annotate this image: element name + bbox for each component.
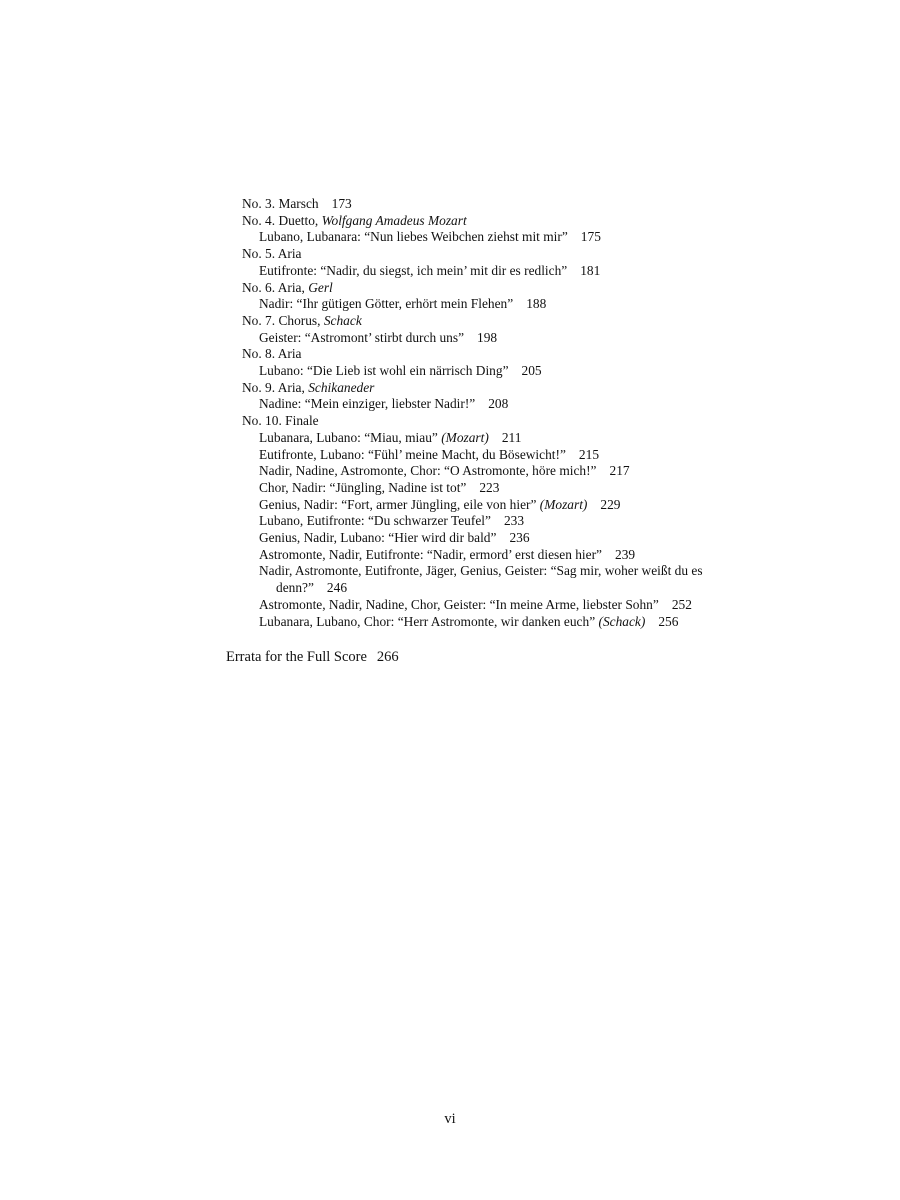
toc-subentry[interactable]: [242, 614, 762, 631]
table-of-contents: [242, 196, 762, 630]
toc-credit: (Schack): [598, 613, 646, 629]
toc-subentry[interactable]: [242, 530, 762, 547]
toc-page-number: 215: [578, 446, 600, 462]
toc-subentry[interactable]: [242, 513, 762, 530]
toc-page-number: 233: [503, 513, 525, 529]
toc-entry-no3[interactable]: [242, 196, 762, 213]
toc-entry-title: Nadir, Astromonte, Eutifronte, Jäger, Genius, Geister: “Sag mir, woher weißt du es denn?”: [259, 563, 703, 596]
toc-entry-errata[interactable]: [226, 648, 399, 666]
errata-title: Errata for the Full Score: [226, 649, 367, 665]
toc-composer: Wolfgang Amadeus Mozart: [321, 212, 467, 228]
toc-entry-title: Astromonte, Nadir, Eutifronte: “Nadir, ermord’ erst diesen hier”: [259, 546, 602, 562]
toc-subentry[interactable]: [242, 497, 762, 514]
toc-entry-title: Chor, Nadir: “Jüngling, Nadine ist tot”: [259, 479, 467, 495]
toc-entry-title: Eutifronte, Lubano: “Fühl’ meine Macht, du Bösewicht!”: [259, 446, 566, 462]
toc-credit: (Mozart): [441, 429, 489, 445]
toc-composer: Gerl: [308, 279, 333, 295]
toc-subentry[interactable]: [242, 363, 762, 380]
toc-entry-title: Geister: “Astromont’ stirbt durch uns”: [259, 329, 465, 345]
toc-page-number: 223: [479, 479, 500, 495]
toc-subentry[interactable]: [242, 430, 762, 447]
toc-entry-title: No. 5. Aria: [242, 246, 302, 262]
toc-entry-no9: [242, 380, 762, 397]
toc-entry-no8: [242, 346, 762, 363]
toc-entry-no6: [242, 280, 762, 297]
toc-subentry[interactable]: [242, 480, 762, 497]
toc-entry-title: No. 10. Finale: [242, 413, 319, 429]
toc-page-number: 239: [615, 546, 636, 562]
toc-composer: Schack: [323, 312, 362, 328]
toc-subentry[interactable]: [242, 229, 762, 246]
toc-subentry[interactable]: [242, 563, 762, 596]
toc-page-number: 217: [609, 463, 630, 479]
toc-entry-title: Lubano: “Die Lieb ist wohl ein närrisch Ding”: [259, 363, 509, 379]
toc-entry-title: Astromonte, Nadir, Nadine, Chor, Geister: “In meine Arme, liebster Sohn”: [259, 596, 659, 612]
toc-credit: (Mozart): [539, 496, 588, 512]
toc-page-number: 246: [326, 580, 348, 596]
toc-entry-title: Nadir, Nadine, Astromonte, Chor: “O Astromonte, höre mich!”: [259, 463, 597, 479]
toc-entry-title: Lubano, Eutifronte: “Du schwarzer Teufel”: [259, 513, 491, 529]
toc-entry-no4: [242, 213, 762, 230]
toc-page-number: 208: [488, 396, 509, 412]
toc-page-number: 256: [658, 613, 679, 629]
toc-subentry[interactable]: [242, 463, 762, 480]
toc-subentry[interactable]: [242, 330, 762, 347]
toc-entry-title: No. 3. Marsch: [242, 196, 319, 211]
toc-page-number: 205: [521, 363, 542, 379]
toc-entry-title: Nadir: “Ihr gütigen Götter, erhört mein Flehen”: [259, 296, 514, 312]
toc-entry-no7: [242, 313, 762, 330]
toc-entry-title: No. 9. Aria,: [242, 379, 309, 395]
toc-page-number: 198: [477, 329, 498, 345]
toc-entry-title: No. 7. Chorus,: [242, 312, 324, 328]
toc-subentry[interactable]: [242, 597, 762, 614]
toc-entry-title: Lubanara, Lubano, Chor: “Herr Astromonte, wir danken euch”: [259, 613, 596, 629]
page-number-folio: vi: [444, 1111, 456, 1127]
toc-page-number: 188: [526, 296, 547, 312]
toc-entry-title: Nadine: “Mein einziger, liebster Nadir!”: [259, 396, 476, 412]
toc-page-number: 181: [580, 262, 601, 278]
toc-subentry[interactable]: [242, 447, 762, 464]
toc-entry-title: Lubanara, Lubano: “Miau, miau”: [259, 429, 438, 445]
toc-entry-no10: [242, 413, 762, 430]
toc-composer: Schikaneder: [308, 379, 375, 395]
toc-page-number: 211: [501, 429, 522, 445]
toc-entry-title: No. 4. Duetto,: [242, 212, 322, 228]
toc-subentry[interactable]: [242, 296, 762, 313]
toc-subentry[interactable]: [242, 263, 762, 280]
toc-page-number: 252: [671, 596, 692, 612]
toc-page-number: 175: [580, 229, 601, 245]
toc-entry-no5: [242, 246, 762, 263]
errata-page-number: 266: [376, 649, 399, 665]
toc-entry-title: No. 6. Aria,: [242, 279, 309, 295]
toc-entry-title: Lubano, Lubanara: “Nun liebes Weibchen ziehst mit mir”: [259, 229, 568, 245]
toc-page-number: 173: [331, 196, 352, 211]
toc-entry-title: Genius, Nadir, Lubano: “Hier wird dir bald”: [259, 530, 497, 546]
toc-subentry[interactable]: [242, 396, 762, 413]
toc-subentry[interactable]: [242, 547, 762, 564]
toc-entry-title: Eutifronte: “Nadir, du siegst, ich mein’ mit dir es redlich”: [259, 262, 568, 278]
toc-page-number: 236: [509, 530, 530, 546]
toc-page-number: 229: [600, 496, 621, 512]
toc-entry-title: Genius, Nadir: “Fort, armer Jüngling, eile von hier”: [259, 496, 537, 512]
toc-entry-title: No. 8. Aria: [242, 346, 302, 362]
